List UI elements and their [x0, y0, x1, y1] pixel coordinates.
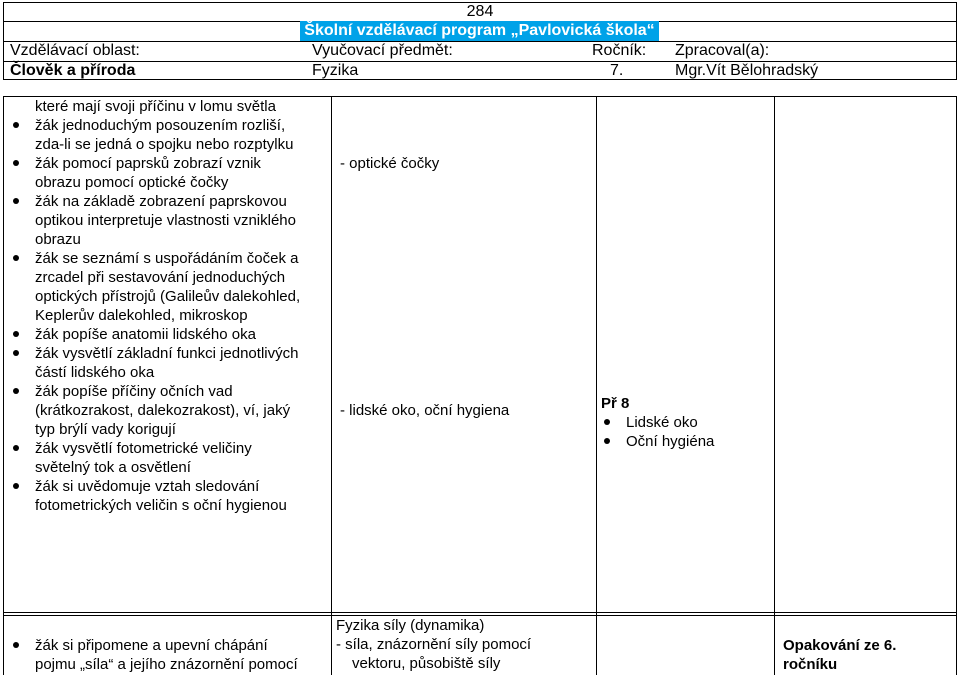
label-subject: Vyučovací předmět: [312, 42, 453, 59]
outcomes-column [10, 97, 328, 515]
note-line-2: ročníku [783, 656, 838, 673]
list-item: Lidské oko [601, 413, 769, 432]
list-item: žák vysvětlí základní funkci jednotlivých částí lidského oka [10, 344, 328, 382]
cross-links [601, 394, 769, 451]
topic-line-1: - síla, znázornění síly pomocí [336, 636, 532, 653]
label-author: Zpracoval(a): [675, 42, 770, 59]
list-item: Oční hygiéna [601, 432, 769, 451]
label-grade: Ročník: [592, 42, 647, 59]
topic-heading: Fyzika síly (dynamika) [336, 617, 485, 634]
links-list [601, 413, 769, 451]
program-title: Školní vzdělávací program „Pavlovická škola“ [300, 21, 659, 41]
page-number: 284 [466, 3, 494, 20]
bottom-column-divider-2 [596, 613, 597, 675]
header-divider-2 [4, 41, 956, 42]
list-item: žák se seznámí s uspořádáním čoček a zrcadel při sestavování jednoduchých optických přístrojů (Galileův dalekohled, Keplerův dalekohled, mikroskop [10, 249, 328, 325]
column-divider-2 [596, 97, 597, 615]
label-area: Vzdělávací oblast: [10, 42, 140, 59]
value-grade: 7. [610, 62, 624, 79]
value-author: Mgr.Vít Bělohradský [675, 62, 819, 79]
list-item: žák vysvětlí fotometrické veličiny světelný tok a osvětlení [10, 439, 328, 477]
value-subject: Fyzika [312, 62, 359, 79]
value-area: Člověk a příroda [10, 62, 136, 79]
list-item: žák na základě zobrazení paprskovou optikou interpretuje vlastnosti vzniklého obrazu [10, 192, 328, 249]
list-item: žák si připomene a upevní chápání pojmu „síla“ a jejího znázornění pomocí [10, 636, 328, 674]
list-item: žák si uvědomuje vztah sledování fotometrických veličin s oční hygienou [10, 477, 328, 515]
list-item: žák jednoduchým posouzením rozliší, zda-li se jedná o spojku nebo rozptylku [10, 116, 328, 154]
links-heading: Př 8 [601, 395, 630, 412]
content-human-eye: - lidské oko, oční hygiena [340, 402, 510, 419]
bottom-outcomes [10, 636, 328, 674]
list-item: žák popíše anatomii lidského oka [10, 325, 328, 344]
bottom-note [783, 636, 953, 674]
outcomes-list [10, 116, 328, 515]
list-item: žák pomocí paprsků zobrazí vznik obrazu pomocí optické čočky [10, 154, 328, 192]
column-divider-1 [331, 97, 332, 615]
bottom-column-divider-1 [331, 613, 332, 675]
column-divider-3 [774, 97, 775, 615]
bottom-outcomes-list [10, 636, 328, 674]
list-item: žák popíše příčiny očních vad (krátkozrakost, dalekozrakost), ví, jaký typ brýlí vady korigují [10, 382, 328, 439]
content-optical-lenses: - optické čočky [340, 155, 440, 172]
bottom-topic [336, 616, 592, 673]
note-line-1: Opakování ze 6. [783, 637, 897, 654]
bottom-column-divider-3 [774, 613, 775, 675]
topic-line-2: vektoru, působiště síly [352, 655, 501, 672]
outcomes-lead: které mají svoji příčinu v lomu světla [35, 98, 276, 115]
